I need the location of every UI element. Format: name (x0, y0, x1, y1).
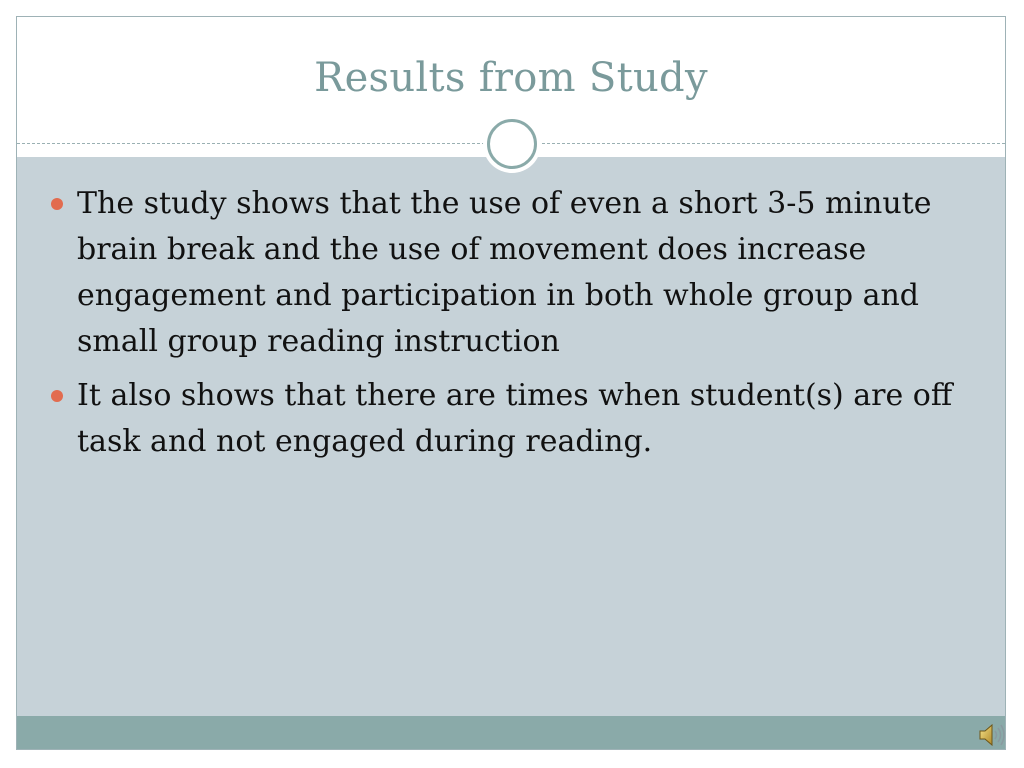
slide-title: Results from Study (314, 55, 708, 101)
speaker-icon[interactable] (977, 722, 1006, 748)
bullet-list (45, 181, 985, 473)
bullet-item (45, 181, 985, 365)
bullet-item (45, 373, 985, 465)
bullet-text: The study shows that the use of even a short 3-5 minute brain break and the use of movement does increase engagement and participation in both whole group and small group reading instruction (77, 186, 932, 359)
bullet-dot-icon (51, 390, 63, 402)
bullet-dot-icon (51, 198, 63, 210)
divider-circle-icon (487, 119, 537, 169)
footer-bar (17, 716, 1005, 750)
bullet-text: It also shows that there are times when student(s) are off task and not engaged during reading. (77, 378, 953, 459)
slide (16, 16, 1006, 750)
